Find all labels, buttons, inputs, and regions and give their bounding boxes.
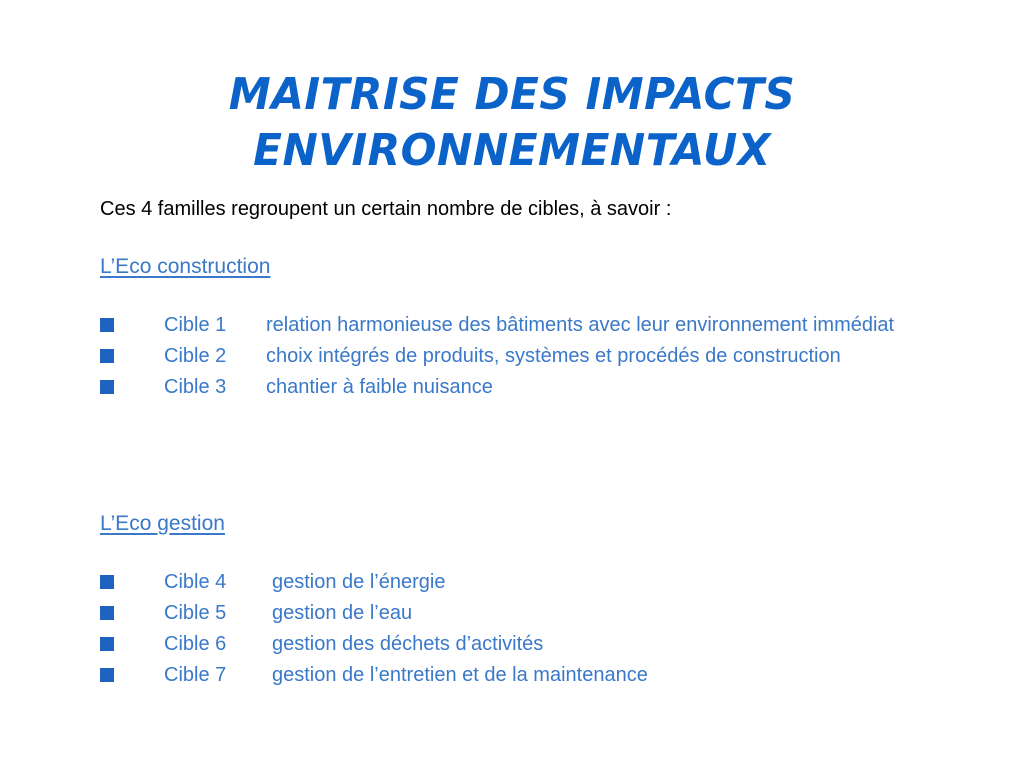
cible-description: gestion de l’eau: [272, 602, 413, 624]
cible-label: Cible 2: [164, 345, 227, 367]
section-heading-eco-construction: L’Eco construction: [100, 255, 271, 278]
cible-list-eco-construction: [100, 313, 930, 406]
list-item: [100, 375, 930, 399]
cible-label: Cible 4: [164, 571, 227, 593]
list-item: [100, 570, 930, 594]
list-item: [100, 632, 930, 656]
square-bullet-icon: [100, 380, 114, 394]
cible-description: gestion des déchets d’activités: [272, 633, 544, 655]
page-title: [20, 67, 1003, 179]
cible-description: relation harmonieuse des bâtiments avec leur environnement immédiat: [266, 314, 895, 336]
cible-description: gestion de l’entretien et de la maintenance: [272, 664, 648, 686]
list-item: [100, 663, 930, 687]
square-bullet-icon: [100, 637, 114, 651]
cible-list-eco-gestion: [100, 570, 930, 694]
section-heading-eco-gestion: L’Eco gestion: [100, 512, 225, 535]
cible-label: Cible 7: [164, 664, 227, 686]
cible-label: Cible 1: [164, 314, 227, 336]
title-line-2: ENVIRONNEMENTAUX: [253, 125, 771, 177]
list-item: [100, 344, 930, 368]
cible-description: chantier à faible nuisance: [266, 376, 493, 398]
title-line-1: MAITRISE DES IMPACTS: [228, 69, 796, 121]
cible-label: Cible 3: [164, 376, 227, 398]
list-item: [100, 601, 930, 625]
cible-label: Cible 5: [164, 602, 227, 624]
cible-description: choix intégrés de produits, systèmes et procédés de construction: [266, 345, 841, 367]
cible-description: gestion de l’énergie: [272, 571, 446, 593]
list-item: [100, 313, 930, 337]
square-bullet-icon: [100, 668, 114, 682]
square-bullet-icon: [100, 606, 114, 620]
intro-text: Ces 4 familles regroupent un certain nombre de cibles, à savoir :: [100, 198, 672, 220]
square-bullet-icon: [100, 318, 114, 332]
square-bullet-icon: [100, 575, 114, 589]
cible-label: Cible 6: [164, 633, 227, 655]
square-bullet-icon: [100, 349, 114, 363]
